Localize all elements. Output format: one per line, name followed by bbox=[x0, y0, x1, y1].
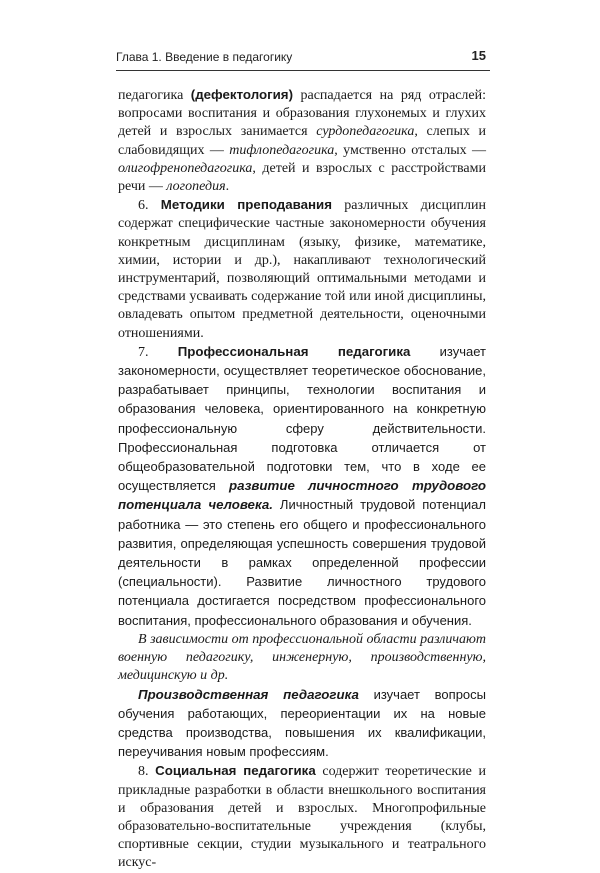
chapter-title: Глава 1. Введение в педагогику bbox=[116, 50, 293, 64]
body-text bbox=[118, 86, 486, 873]
paragraph-professional-pedagogy: 7. Профессиональная педагогика изучает закономерности, осуществляет теоретическое обоснование, разрабатывает принципы, технологии воспитания и образования человека, ориентированного на конкретную профессиональную сферу действительности. Профессиональная подготовка отличается от общеобразовательной подготовки тем, что в ходе ее осуществляется развитие личностного трудового потенциала человека. Личностный трудовой потенциал работника — это степень его общего и профессионального развития, определяющая успешность совершения трудовой деятельности в рамках определенной профессии (специальности). Развитие личностного трудового потенциала достигается посредством профессионального воспитания, профессионального образования и обучения. bbox=[118, 343, 486, 628]
running-header bbox=[116, 48, 488, 68]
paragraph-teaching-methods: 6. Методики преподавания различных дисциплин содержат специфические частные закономерности обучения конкретным дисциплинам (языку, физике, математике, химии, истории и др.), накапливают технологический инструментарий, позволяющий оптимальными методами и средствами усваивать содержание той или иной дисциплины, овладевать опытом предметной деятельности, оценочными отношениями. bbox=[118, 197, 486, 341]
paragraph-defectology: педагогика (дефектология) распадается на ряд отраслей: вопросами воспитания и образования глухонемых и глухих детей и взрослых занимается сурдопедагогика, слепых и слабовидящих — тифлопедагогика, умственно отсталых — олигофренопедагогика, детей и взрослых с расстройствами речи — логопедия. bbox=[118, 87, 486, 195]
paragraph-social-pedagogy: 8. Социальная педагогика содержит теоретические и прикладные разработки в области внешкольного воспитания и образования детей и взрослых. Многопрофильные образовательно-воспитательные учреждения (клубы, спортивные секции, студии музыкального и театрального искус- bbox=[118, 763, 487, 871]
header-rule bbox=[116, 70, 490, 71]
paragraph-areas: В зависимости от профессиональной области различают военную педагогику, инженерную, производственную, медицинскую и др. bbox=[118, 631, 486, 684]
page-number: 15 bbox=[471, 48, 486, 63]
paragraph-industrial-pedagogy: Производственная педагогика изучает вопросы обучения работающих, переориентации их на новые средства производства, повышения их квалификации, переучивания новым профессиям. bbox=[118, 686, 486, 760]
